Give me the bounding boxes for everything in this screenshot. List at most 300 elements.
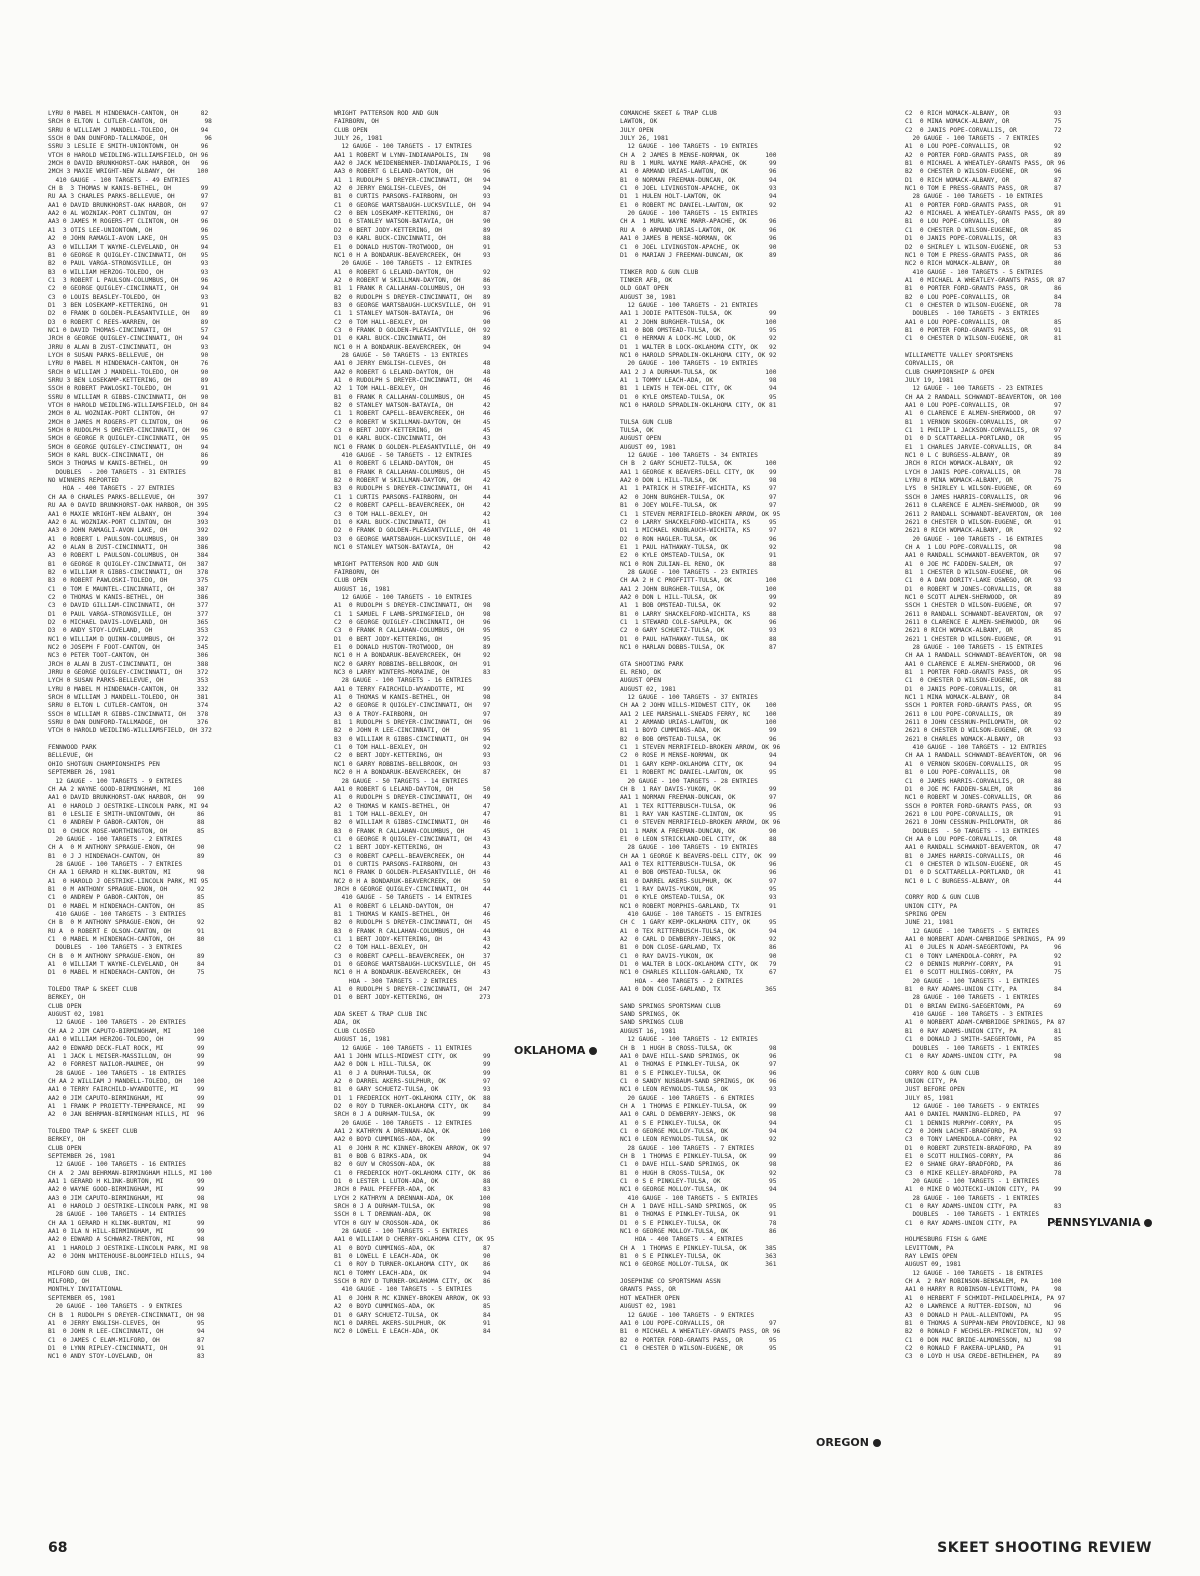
- result-line: SSCH 0 WILLIAM R GIBBS-CINCINNATI, OH 378: [48, 710, 209, 718]
- result-line: AA2 0 DON L HILL-TULSA, OK 98: [620, 477, 777, 485]
- result-line: AA1 1 ROBERT W LYNN-INDIANAPOLIS, IN 98: [334, 151, 491, 159]
- result-line: C3 0 LOYD H USA CREDE-BETHLEHEM, PA 89: [905, 1353, 1062, 1361]
- result-line: CH A 1 LOU POPE-CORVALLIS, OR 98: [905, 543, 1062, 551]
- result-line: SSCH 0 DAN DUNFORD-TALLMADGE, OH 96: [48, 135, 212, 143]
- result-line: UNION CITY, PA: [905, 902, 958, 910]
- result-line: 28 GAUGE - 100 TARGETS - 5 ENTRIES: [334, 1228, 469, 1236]
- result-line: A1 0 VERNON SKOGEN-CORVALLIS, OR 95: [905, 760, 1062, 768]
- result-line: C1 1 RAY DAVIS-YUKON, OK 95: [620, 885, 777, 893]
- result-line: 2611 2 RANDALL SCHWANDT-BEAVERTON, OR 100: [905, 510, 1062, 518]
- result-line: CORRY ROD & GUN CLUB: [905, 894, 980, 902]
- result-line: C3 0 TOM HALL-BEXLEY, OH 42: [334, 510, 491, 518]
- result-line: AA1 2 KATHRYN A DRENNAN-ADA, OK 100: [334, 1127, 491, 1135]
- result-line: A1 1 FRANK P PROIETTY-TEMPERANCE, MI 99: [48, 1102, 205, 1110]
- result-line: C1 0 GEORGE MOLLOY-TULSA, OK 94: [620, 1127, 777, 1135]
- result-line: B1 0 BOB G BIRKS-ADA, OK 94: [334, 1152, 491, 1160]
- result-line: AUGUST 09, 1981: [620, 443, 676, 451]
- result-line: 28 GAUGE - 100 TARGETS - 16 ENTRIES: [334, 677, 472, 685]
- result-line: AA1 2 LEE MARSHALL-SNEADS FERRY, NC 100: [620, 710, 777, 718]
- result-line: C1 0 ANDREW P GABOR-CANTON, OH 88: [48, 819, 205, 827]
- result-line: C2 0 TOM HALL-BEXLEY, OH 42: [334, 944, 491, 952]
- result-line: TINKER AFB, OK: [620, 276, 673, 284]
- result-line: C1 0 MINA WOMACK-ALBANY, OR 75: [905, 118, 1062, 126]
- result-line: JRCH 0 ALAN B ZUST-CINCINNATI, OH 388: [48, 660, 209, 668]
- result-line: SRRU 0 ELTON L CUTLER-CANTON, OH 374: [48, 702, 209, 710]
- result-line: AA1 0 LOU POPE-CORVALLIS, OR 97: [620, 1319, 777, 1327]
- section-spacer: [48, 736, 306, 744]
- result-line: C1 1 STEVEN MERRIFIELD-BROKEN ARROW, OK 96: [620, 744, 781, 752]
- result-line: A1 0 HAROLD J OESTRIKE-LINCOLN PARK, MI 98: [48, 1203, 209, 1211]
- result-line: 20 GAUGE - 100 TARGETS - 7 ENTRIES: [905, 135, 1040, 143]
- result-line: AUGUST 30, 1981: [620, 293, 676, 301]
- result-line: C1 3 ROBERT L PAULSON-COLUMBUS, OH 96: [48, 276, 209, 284]
- result-line: B2 0 STANLEY WATSON-BATAVIA, OH 42: [334, 402, 491, 410]
- result-line: AUGUST 02, 1981: [48, 1011, 104, 1019]
- result-line: B1 0 LARRY SHACKELFORD-WICHITA, KS 88: [620, 610, 777, 618]
- result-line: 2621 0 CHESTER D WILSON-EUGENE, OR 91: [905, 518, 1062, 526]
- result-line: C2 0 JANIS POPE-CORVALLIS, OR 72: [905, 126, 1062, 134]
- result-line: B1 1 RUDOLPH S DREYER-CINCINNATI, OH 96: [334, 719, 491, 727]
- result-line: B1 0 THOMAS E PINKLEY-TULSA, OK 91: [620, 1211, 777, 1219]
- result-line: D1 0 GEORGE WARTSBAUGH-LUCKSVILLE, OH 45: [334, 961, 491, 969]
- result-line: JRCH 0 RICH WOMACK-ALBANY, OR 92: [905, 460, 1062, 468]
- result-line: NC2 0 H A BONDARUK-BEAVERCREEK, OH 87: [334, 769, 491, 777]
- result-line: D1 1 GARY KEMP-OKLAHOMA CITY, OK 94: [620, 760, 777, 768]
- result-line: FENNWOOD PARK: [48, 744, 97, 752]
- result-line: B1 1 LEWIS H TEW-DEL CITY, OK 94: [620, 385, 777, 393]
- result-line: B1 1 VERNON SKOGEN-CORVALLIS, OR 97: [905, 418, 1062, 426]
- result-line: 410 GAUGE - 100 TARGETS - 5 ENTRIES: [334, 1286, 472, 1294]
- result-line: CH AA 1 GERARD H KLINK-BURTON, MI 99: [48, 1219, 205, 1227]
- result-line: AA1 0 DANIEL MANNING-ELDRED, PA 97: [905, 1111, 1062, 1119]
- result-line: A1 2 JOHN BURGHER-TULSA, OK 100: [620, 318, 777, 326]
- result-line: B1 0 DON CLOSE-GARLAND, TX 86: [620, 944, 777, 952]
- result-line: BERKEY, OH: [48, 1136, 86, 1144]
- result-line: DOUBLES - 100 TARGETS - 3 ENTRIES: [48, 944, 183, 952]
- result-line: CLUB CLOSED: [334, 1027, 375, 1035]
- result-line: B1 0 FRANK R CALLAHAN-COLUMBUS, OH 45: [334, 468, 491, 476]
- result-line: A1 0 JERRY ENGLISH-CLEVES, OH 95: [48, 1319, 205, 1327]
- result-line: A1 0 JOHN R MC KINNEY-BROKEN ARROW, OK 97: [334, 1144, 491, 1152]
- result-line: LYRU 0 MINA WOMACK-ALBANY, OR 75: [905, 477, 1062, 485]
- result-line: SRRU 3 BEN LOSEKAMP-KETTERING, OH 89: [48, 377, 209, 384]
- result-line: NC1 0 FRANK D GOLDEN-PLEASANTVILLE, OH 46: [334, 869, 491, 877]
- result-line: AA1 0 WILLIAM HERZOG-TOLEDO, OH 99: [48, 1036, 205, 1044]
- result-line: SSCH 0 JAMES HARRIS-CORVALLIS, OR 96: [905, 493, 1062, 501]
- result-line: CH A 1 THOMAS E PINKLEY-TULSA, OK 99: [620, 1102, 777, 1110]
- result-line: C1 1 PHILIP L JACKSON-CORVALLIS, OR 97: [905, 427, 1062, 435]
- result-line: B1 0 M ANTHONY SPRAGUE-ENON, OH 92: [48, 885, 205, 893]
- result-line: B1 0 S E PINKLEY-TULSA, OK 96: [620, 1069, 777, 1077]
- result-line: 2MCH 3 MAXIE WRIGHT-NEW ALBANY, OH 100: [48, 168, 209, 176]
- result-line: D1 3 BEN LOSEKAMP-KETTERING, OH 91: [48, 301, 209, 309]
- result-line: COMANCHE SKEET & TRAP CLUB: [620, 110, 717, 117]
- result-line: NC1 0 ROBERT MORPHIS-GARLAND, TX 91: [620, 902, 777, 910]
- result-line: 410 GAUGE - 100 TARGETS - 49 ENTRIES: [48, 176, 190, 184]
- result-line: NC1 0 GEORGE MOLLOY-TULSA, OK 361: [620, 1261, 777, 1269]
- result-line: C2 0 RICH WOMACK-ALBANY, OR 93: [905, 110, 1062, 117]
- result-line: B2 0 RUDOLPH S DREYER-CINCINNATI, OH 89: [334, 293, 491, 301]
- result-line: C1 0 CHESTER D WILSON-EUGENE, OR 45: [905, 860, 1062, 868]
- result-line: JULY 26, 1981: [334, 135, 383, 143]
- result-line: 12 GAUGE - 100 TARGETS - 19 ENTRIES: [620, 143, 758, 151]
- result-line: E1 0 ROBERT MC DANIEL-LAWTON, OK 92: [620, 201, 777, 209]
- result-line: A2 0 JOHN BURGHER-TULSA, OK 97: [620, 493, 777, 501]
- result-line: MONTHLY INVITATIONAL: [48, 1286, 123, 1294]
- result-line: CH A 1 THOMAS E PINKLEY-TULSA, OK 385: [620, 1244, 777, 1252]
- result-line: B1 0 GEORGE R QUIGLEY-CINCINNATI, OH 95: [48, 251, 209, 259]
- result-line: A1 0 RUDOLPH S DREYER-CINCINNATI, OH 46: [334, 377, 491, 384]
- result-line: 28 GAUGE - 100 TARGETS - 18 ENTRIES: [48, 1069, 186, 1077]
- result-line: D3 0 KARL BUCK-CINCINNATI, OH 88: [334, 235, 491, 243]
- result-line: A1 0 HAROLD J OESTRIKE-LINCOLN PARK, MI 95: [48, 877, 209, 885]
- result-line: CH AA 2 JOHN WILLS-MIDWEST CITY, OK 100: [620, 702, 777, 710]
- result-line: C2 0 DENNIS MURPHY-CORRY, PA 91: [905, 961, 1062, 969]
- result-line: A2 0 ALAN B ZUST-CINCINNATI, OH 386: [48, 543, 209, 551]
- result-line: C3 0 TONY LAMENDOLA-CORRY, PA 92: [905, 1136, 1062, 1144]
- result-line: A1 0 HAROLD J OESTRIKE-LINCOLN PARK, MI 94: [48, 802, 209, 810]
- section-spacer: [620, 994, 882, 1002]
- result-line: D1 0 ROBERT ZURSTEIN-BRADFORD, PA 89: [905, 1144, 1062, 1152]
- result-line: A1 0 ROBERT L PAULSON-COLUMBUS, OH 389: [48, 535, 209, 543]
- result-line: D2 0 SHIRLEY L WILSON-EUGENE, OR 53: [905, 243, 1062, 251]
- result-line: C1 0 STEVEN MERRIFIELD-BROKEN ARROW, OK 96: [620, 819, 781, 827]
- bullet-icon: [589, 1047, 597, 1055]
- result-line: SRCH 0 WILLIAM J MANDELL-TOLEDO, OH 381: [48, 694, 209, 702]
- result-line: 28 GAUGE - 100 TARGETS - 19 ENTRIES: [620, 844, 758, 852]
- result-line: SSRU 0 DAN DUNFORD-TALLMADGE, OH 376: [48, 719, 209, 727]
- result-line: SSRU 0 WILLIAM R GIBBS-CINCINNATI, OH 90: [48, 393, 209, 401]
- page-number: 68: [48, 1540, 68, 1556]
- section-spacer: [620, 410, 882, 418]
- result-line: JUST BEFORE OPEN: [905, 1086, 965, 1094]
- result-line: C2 0 GARY SCHUETZ-TULSA, OK 93: [620, 627, 777, 635]
- result-line: A1 0 JULES N ADAM-SAEGERTOWN, PA 96: [905, 944, 1062, 952]
- result-line: GTA SHOOTING PARK: [620, 660, 684, 668]
- result-line: SAND SPRINGS CLUB: [620, 1019, 684, 1027]
- result-line: B2 0 BOB OMSTEAD-TULSA, OK 96: [620, 735, 777, 743]
- result-line: AA3 0 JOHN RAMAGLI-AVON LAKE, OH 392: [48, 527, 209, 535]
- result-line: A2 0 DARREL AKERS-SULPHUR, OK 97: [334, 1077, 491, 1085]
- result-line: CLUB OPEN: [334, 577, 368, 585]
- result-line: 5MCH 0 KARL BUCK-CINCINNATI, OH 86: [48, 452, 209, 460]
- result-line: B1 0 GEORGE R QUIGLEY-CINCINNATI, OH 387: [48, 560, 209, 568]
- result-line: CLUB OPEN: [48, 1144, 82, 1152]
- result-line: D1 0 KARL BUCK-CINCINNATI, OH 41: [334, 518, 491, 526]
- result-line: C1 0 CHESTER D WILSON-EUGENE, OR 78: [905, 301, 1062, 309]
- result-line: D1 0 D SCATTARELLA-PORTLAND, OR 95: [905, 435, 1062, 443]
- result-line: RAY LEWIS OPEN: [905, 1253, 958, 1261]
- result-line: JRCH 0 PAUL PFEFFER-ADA, OK 83: [334, 1186, 491, 1194]
- result-line: A2 0 ROBERT W SKILLMAN-DAYTON, OH 86: [334, 276, 491, 284]
- result-line: B2 0 GUY W CROSSON-ADA, OK 88: [334, 1161, 491, 1169]
- result-line: NC1 0 DAVID THOMAS-CINCINNATI, OH 57: [48, 326, 209, 334]
- result-line: 28 GAUGE - 100 TARGETS - 23 ENTRIES: [620, 568, 758, 576]
- result-line: HOLMESBURG FISH & GAME: [905, 1236, 987, 1244]
- result-line: B1 1 PORTER FORD-GRANTS PASS, OR 95: [905, 669, 1062, 677]
- result-line: NC3 0 LARRY WINTERS-MORAINE, OH 83: [334, 669, 491, 677]
- section-spacer: [48, 1120, 306, 1128]
- result-line: EL RENO, OK: [620, 669, 661, 677]
- result-line: C3 0 FRANK D GOLDEN-PLEASANTVILLE, OH 92: [334, 326, 491, 334]
- result-line: AA1 0 RANDALL SCHWANDT-BEAVERTON, OR 97: [905, 552, 1062, 560]
- result-line: E2 0 SHANE GRAY-BRADFORD, PA 86: [905, 1161, 1062, 1169]
- result-line: NO WINNERS REPORTED: [48, 477, 119, 485]
- result-line: 12 GAUGE - 100 TARGETS - 17 ENTRIES: [334, 143, 472, 151]
- result-line: C1 0 RAY ADAMS-UNION CITY, PA 83: [905, 1203, 1062, 1211]
- result-line: MILFORD GUN CLUB, INC.: [48, 1269, 130, 1277]
- result-line: OLD GOAT OPEN: [620, 285, 669, 293]
- result-line: NC1 0 GEORGE MOLLOY-TULSA, OK 94: [620, 1186, 777, 1194]
- result-line: AUGUST 16, 1981: [620, 1027, 676, 1035]
- result-line: ADA, OK: [334, 1019, 361, 1027]
- result-line: 2621 0 LOU POPE-CORVALLIS, OR 91: [905, 810, 1062, 818]
- result-line: B1 0 HUGH B CROSS-TULSA, OK 92: [620, 1169, 777, 1177]
- result-line: B1 1 RAY VAN KASTINE-CLINTON, OK 95: [620, 810, 777, 818]
- result-line: AA2 0 ROBERT G LELAND-DAYTON, OH 48: [334, 368, 491, 376]
- result-line: 20 GAUGE - 100 TARGETS - 12 ENTRIES: [334, 260, 472, 268]
- result-line: 28 GAUGE - 100 TARGETS - 10 ENTRIES: [905, 193, 1043, 201]
- result-line: SEPTEMBER 26, 1981: [48, 769, 116, 777]
- result-line: TULSA, OK: [620, 427, 654, 435]
- result-line: C1 1 ROBERT CAPELL-BEAVERCREEK, OH 46: [334, 410, 491, 418]
- result-line: 28 GAUGE - 100 TARGETS - 7 ENTRIES: [620, 1144, 755, 1152]
- result-line: CH AA 1 GERARD H KLINK-BURTON, MI 98: [48, 869, 205, 877]
- result-line: JRCH 0 GEORGE QUIGLEY-CINCINNATI, OH 94: [48, 335, 209, 343]
- result-line: D1 0 STANLEY WATSON-BATAVIA, OH 90: [334, 218, 491, 226]
- result-line: BERKEY, OH: [48, 994, 86, 1002]
- result-line: C1 0 JAMES C ELAM-MILFORD, OH 87: [48, 1336, 205, 1344]
- result-line: C1 1 CURTIS PARSONS-FAIRBORN, OH 44: [334, 493, 491, 501]
- result-line: C1 0 JOEL LIVINGSTON-APACHE, OK 93: [620, 185, 777, 193]
- result-line: B1 0 BOB OMSTEAD-TULSA, OK 95: [620, 326, 777, 334]
- result-line: C1 0 A DAN DORITY-LAKE OSWEGO, OR 93: [905, 577, 1062, 585]
- result-line: CH AA 2 H C PROFFITT-TULSA, OK 100: [620, 577, 777, 585]
- result-line: 2MCH 0 AL WOZNIAK-PORT CLINTON, OH 97: [48, 410, 209, 418]
- results-column-1: [48, 110, 306, 1362]
- result-line: B1 1 CHESTER D WILSON-EUGENE, OR 96: [905, 568, 1062, 576]
- result-line: A3 0 ROBERT L PAULSON-COLUMBUS, OH 384: [48, 552, 209, 560]
- result-line: 20 GAUGE - 100 TARGETS - 16 ENTRIES: [905, 535, 1043, 543]
- result-line: JRRU 0 ALAN B ZUST-CINCINNATI, OH 93: [48, 343, 209, 351]
- result-line: CH B 0 M ANTHONY SPRAGUE-ENON, OH 89: [48, 952, 205, 960]
- result-line: C1 0 TONY LAMENDOLA-CORRY, PA 92: [905, 952, 1062, 960]
- result-line: C1 1 SAMUEL F LAMB-SPRINGFIELD, OH 98: [334, 610, 491, 618]
- result-line: 20 GAUGE - 100 TARGETS - 1 ENTRIES: [905, 1178, 1040, 1185]
- results-column-3: [620, 110, 882, 1353]
- result-line: D1 0 MARIAN J FREEMAN-DUNCAN, OK 89: [620, 251, 777, 259]
- result-line: WRIGHT PATTERSON ROD AND GUN: [334, 110, 439, 117]
- result-line: B2 0 CHESTER D WILSON-EUGENE, OR 96: [905, 168, 1062, 176]
- result-line: A1 2 ARMAND URIAS-LAWTON, OK 100: [620, 719, 777, 727]
- result-line: SSRU 3 LESLIE E SMITH-UNIONTOWN, OH 96: [48, 143, 209, 151]
- result-line: A1 0 ROBERT G LELAND-DAYTON, OH 45: [334, 460, 491, 468]
- result-line: C1 0 RAY DAVIS-YUKON, OK 90: [620, 952, 777, 960]
- section-spacer: [334, 552, 596, 560]
- result-line: LYRU 0 MABEL M HINDENACH-CANTON, OH 332: [48, 685, 209, 693]
- result-line: WILLIAMETTE VALLEY SPORTSMENS: [905, 351, 1014, 359]
- result-line: B3 0 FRANK R CALLAHAN-COLUMBUS, OH 45: [334, 827, 491, 835]
- result-line: NC1 1 MINA WOMACK-ALBANY, OR 84: [905, 694, 1062, 702]
- result-line: LYCH 2 KATHRYN A DRENNAN-ADA, OK 100: [334, 1194, 491, 1202]
- result-line: RU B 1 MURL WAYNE MARR-APACHE, OK 99: [620, 160, 777, 168]
- result-line: D1 0 S E PINKLEY-TULSA, OK 78: [620, 1219, 777, 1227]
- result-line: B1 0 PORTER FORD-GRANTS PASS, OR 86: [905, 285, 1062, 293]
- result-line: C2 0 JOHN LACHET-BRADFORD, PA 93: [905, 1127, 1062, 1135]
- result-line: B1 1 BOYD CUMMINGS-ADA, OK 99: [620, 727, 777, 735]
- result-line: CH B 1 RAY DAVIS-YUKON, OK 99: [620, 785, 777, 793]
- result-line: CH A 0 M ANTHONY SPRAGUE-ENON, OH 90: [48, 844, 205, 852]
- result-line: D1 0 CHUCK ROSE-WORTHINGTON, OH 85: [48, 827, 205, 835]
- result-line: AA1 0 RANDALL SCHWANDT-BEAVERTON, OR 47: [905, 844, 1062, 852]
- result-line: E2 0 KYLE OMSTEAD-TULSA, OK 91: [620, 552, 777, 560]
- result-line: B2 0 RUDOLPH S DREYER-CINCINNATI, OH 45: [334, 919, 491, 927]
- result-line: D2 0 ROY D TURNER-OKLAHOMA CITY, OK 84: [334, 1102, 491, 1110]
- result-line: DOUBLES - 200 TARGETS - 31 ENTRIES: [48, 468, 186, 476]
- result-line: A2 0 JOHN WHITEHOUSE-BLOOMFIELD HILLS, 94: [48, 1253, 205, 1261]
- result-line: E1 0 DONALD HUSTON-TROTWOOD, OH 91: [334, 243, 491, 251]
- result-line: AA2 0 EDWARD A SCHWARZ-TRENTON, MI 98: [48, 1236, 205, 1244]
- result-line: CH AA 2 RANDALL SCHWANDT-BEAVERTON, OR 100: [905, 393, 1062, 401]
- result-line: A2 0 MICHAEL A WHEATLEY-GRANTS PASS, OR 89: [905, 210, 1066, 218]
- result-line: AA2 0 DON L HILL-TULSA, OK 99: [334, 1061, 491, 1069]
- result-line: AA1 0 TERRY FAIRCHILD-WYANDOTTE, MI 99: [48, 1086, 205, 1094]
- result-line: B1 1 TOM HALL-BEXLEY, OH 47: [334, 810, 491, 818]
- result-line: 28 GAUGE - 100 TARGETS - 1 ENTRIES: [905, 994, 1040, 1002]
- result-line: WRIGHT PATTERSON ROD AND GUN: [334, 560, 439, 568]
- section-spacer: [620, 260, 882, 268]
- result-line: C3 0 BERT JODY-KETTERING, OH 45: [334, 427, 491, 435]
- result-line: OHIO SHOTGUN CHAMPIONSHIPS PEN: [48, 760, 160, 768]
- result-line: TOLEDO TRAP & SKEET CLUB: [48, 986, 138, 994]
- result-line: AUGUST 09, 1981: [905, 1261, 961, 1269]
- result-line: C1 0 DON MAC BRIDE-ALMONESSON, NJ 98: [905, 1336, 1062, 1344]
- result-line: AA1 0 TEX RITTERBUSCH-TULSA, OK 96: [620, 860, 777, 868]
- result-line: C1 0 JOEL LIVINGSTON-APACHE, OK 90: [620, 243, 777, 251]
- result-line: 2621 0 RICH WOMACK-ALBANY, OR 85: [905, 627, 1062, 635]
- result-line: 2621 0 CHARLES WOMACK-ALBANY, OR 93: [905, 735, 1062, 743]
- result-line: DOUBLES - 100 TARGETS - 3 ENTRIES: [905, 310, 1040, 318]
- result-line: C1 1 STEVEN MERRIFIELD-BROKEN ARROW, OK 95: [620, 510, 781, 518]
- result-line: C1 0 CHESTER D WILSON-EUGENE, OR 85: [905, 226, 1062, 234]
- result-line: AA1 0 JAMES B MENSE-NORMAN, OK 96: [620, 235, 777, 243]
- result-line: A1 0 MIKE D WOJTECKI-UNION CITY, PA 99: [905, 1186, 1062, 1194]
- result-line: B1 0 LOU POPE-CORVALLIS, OR 90: [905, 769, 1062, 777]
- result-line: 12 GAUGE - 100 TARGETS - 37 ENTRIES: [620, 694, 758, 702]
- result-line: SRCH 0 J A DURHAM-TULSA, OK 98: [334, 1203, 491, 1211]
- bullet-icon: [873, 1439, 881, 1447]
- result-line: A1 0 TEX RITTERBUSCH-TULSA, OK 94: [620, 927, 777, 935]
- result-line: C1 1 STANLEY WATSON-BATAVIA, OH 96: [334, 310, 491, 318]
- result-line: 12 GAUGE - 100 TARGETS - 16 ENTRIES: [48, 1161, 186, 1169]
- result-line: 5MCH 0 GEORGE R QUIGLEY-CINCINNATI, OH 95: [48, 435, 209, 443]
- result-line: D1 0 JANIS POPE-CORVALLIS, OR 83: [905, 235, 1062, 243]
- result-line: 12 GAUGE - 100 TARGETS - 34 ENTRIES: [620, 452, 758, 460]
- result-line: LYS 0 SHIRLEY L WILSON-EUGENE, OR 69: [905, 485, 1062, 493]
- result-line: LYCH 0 SUSAN PARKS-BELLEVUE, OH 353: [48, 677, 209, 685]
- result-line: A1 1 RUDOLPH S DREYER-CINCINNATI, OH 94: [334, 176, 491, 184]
- result-line: C2 0 GEORGE QUIGLEY-CINCINNATI, OH 94: [48, 285, 209, 293]
- result-line: 2621 1 CHESTER D WILSON-EUGENE, OR 91: [905, 635, 1062, 643]
- result-line: AA1 1 JOHN WILLS-MIDWEST CITY, OK 99: [334, 1052, 491, 1060]
- result-line: D1 0 KYLE OMSTEAD-TULSA, OK 95: [620, 393, 777, 401]
- result-line: NC1 0 ANDY STOY-LOVELAND, OH 83: [48, 1353, 205, 1361]
- result-line: SAND SPRINGS SPORTSMAN CLUB: [620, 1002, 721, 1010]
- result-line: A1 0 THOMAS E PINKLEY-TULSA, OK 97: [620, 1061, 777, 1069]
- result-line: 410 GAUGE - 50 TARGETS - 14 ENTRIES: [334, 894, 472, 902]
- result-line: AA2 0 JACK WEIDENBENNER-INDIANAPOLIS, I 96: [334, 160, 491, 168]
- result-line: SRCH 0 ELTON L CUTLER-CANTON, OH 98: [48, 118, 212, 126]
- result-line: C2 0 BERT JODY-KETTERING, OH 93: [334, 752, 491, 760]
- result-line: LYRU 0 MABEL M HINDENACH-CANTON, OH 76: [48, 360, 209, 368]
- result-line: CH A 2 JAN BEHRMAN-BIRMINGHAM HILLS, MI 100: [48, 1169, 212, 1177]
- result-line: B2 0 JOHN R LEE-CINCINNATI, OH 95: [334, 727, 491, 735]
- result-line: D1 0 MABEL M HINDENACH-CANTON, OH 75: [48, 969, 205, 977]
- result-line: A2 0 BOYD CUMMINGS-ADA, OK 85: [334, 1303, 491, 1311]
- result-line: D1 1 MICHAEL KNOBLAUCH-WICHITA, KS 97: [620, 527, 777, 535]
- result-line: A1 0 J A DURHAM-TULSA, OK 99: [334, 1069, 491, 1077]
- result-line: D2 0 RON HAGLER-TULSA, OK 96: [620, 535, 777, 543]
- result-line: NC1 0 CHARLES KILLION-GARLAND, TX 67: [620, 969, 777, 977]
- result-line: D1 0 JANIS POPE-CORVALLIS, OR 81: [905, 685, 1062, 693]
- result-line: C1 1 BERT JODY-KETTERING, OH 43: [334, 936, 491, 944]
- result-line: B1 0 MICHAEL A WHEATLEY-GRANTS PASS, OR 96: [905, 160, 1066, 168]
- section-spacer: [48, 978, 306, 986]
- result-line: 2611 0 CLARENCE E ALMEN-SHERWOOD, OR 99: [905, 502, 1062, 510]
- result-line: E1 1 PAUL HATHAWAY-TULSA, OK 92: [620, 543, 777, 551]
- result-line: C2 0 GEORGE QUIGLEY-CINCINNATI, OH 96: [334, 618, 491, 626]
- result-line: NC1 0 RON ZULIAN-EL RENO, OK 88: [620, 560, 777, 568]
- result-line: D3 0 ROBERT C REES-WARREN, OH 89: [48, 318, 209, 326]
- result-line: A1 0 BOB OMSTEAD-TULSA, OK 96: [620, 869, 777, 877]
- result-line: C1 0 GEORGE WARTSBAUGH-LUCKSVILLE, OH 94: [334, 201, 491, 209]
- result-line: A1 0 JOHN R MC KINNEY-BROKEN ARROW, OK 93: [334, 1294, 491, 1302]
- result-line: LEVITTOWN, PA: [905, 1244, 954, 1252]
- result-line: AUGUST OPEN: [620, 677, 661, 685]
- result-line: D1 0 CURTIS PARSONS-FAIRBORN, OH 43: [334, 860, 491, 868]
- result-line: D1 1 MARK A FREEMAN-DUNCAN, OK 90: [620, 827, 777, 835]
- result-line: AA2 0 JIM CAPUTO-BIRMINGHAM, MI 99: [48, 1094, 205, 1102]
- result-line: A2 0 JERRY ENGLISH-CLEVES, OH 94: [334, 185, 491, 193]
- result-line: 12 GAUGE - 100 TARGETS - 9 ENTRIES: [620, 1311, 755, 1319]
- result-line: 28 GAUGE - 100 TARGETS - 7 ENTRIES: [48, 860, 183, 868]
- result-line: 12 GAUGE - 100 TARGETS - 10 ENTRIES: [334, 593, 472, 601]
- result-line: AA3 0 JIM CAPUTO-BIRMINGHAM, MI 98: [48, 1194, 205, 1202]
- result-line: D2 0 BERT JODY-KETTERING, OH 89: [334, 226, 491, 234]
- result-line: B1 0 PORTER FORD-GRANTS PASS, OR 91: [905, 326, 1062, 334]
- result-line: NC1 0 L C BURGESS-ALBANY, OR 89: [905, 452, 1062, 460]
- result-line: AA3 0 JAMES M ROGERS-PT CLINTON, OH 96: [48, 218, 209, 226]
- result-line: D1 0 LESTER L LUTON-ADA, OK 88: [334, 1178, 491, 1185]
- result-line: RU AA 3 CHARLES PARKS-BELLEVUE, OH 97: [48, 193, 209, 201]
- result-line: SEPTEMBER 26, 1981: [48, 1152, 116, 1160]
- result-line: A3 0 A TROY-FAIRBORN, OH 97: [334, 710, 491, 718]
- result-line: 20 GAUGE - 100 TARGETS - 28 ENTRIES: [620, 777, 758, 785]
- result-line: A2 0 JAN BEHRMAN-BIRMINGHAM HILLS, MI 96: [48, 1111, 205, 1119]
- result-line: CH B 1 HUGH B CROSS-TULSA, OK 98: [620, 1044, 777, 1052]
- result-line: C1 0 SANDY NUSBAUM-SAND SPRINGS, OK 96: [620, 1077, 777, 1085]
- result-line: C3 0 MIKE KELLEY-BRADFORD, PA 78: [905, 1169, 1062, 1177]
- result-line: B3 0 WILLIAM HERZOG-TOLEDO, OH 93: [48, 268, 209, 276]
- result-line: A1 0 WILLIAM T WAYNE-CLEVELAND, OH 84: [48, 961, 205, 969]
- result-line: MILFORD, OH: [48, 1278, 89, 1286]
- result-line: SRCH 0 J A DURHAM-TULSA, OK 99: [334, 1111, 491, 1119]
- result-line: B3 0 GEORGE WARTSBAUGH-LUCKSVILLE, OH 91: [334, 301, 491, 309]
- result-line: SSCH 0 L T DRENNAN-ADA, OK 98: [334, 1211, 491, 1219]
- result-line: AA3 0 ROBERT G LELAND-DAYTON, OH 96: [334, 168, 491, 176]
- result-line: CH B 1 RUDOLPH S DREYER-CINCINNATI, OH 98: [48, 1311, 205, 1319]
- result-line: CH B 1 THOMAS E PINKLEY-TULSA, OK 99: [620, 1152, 777, 1160]
